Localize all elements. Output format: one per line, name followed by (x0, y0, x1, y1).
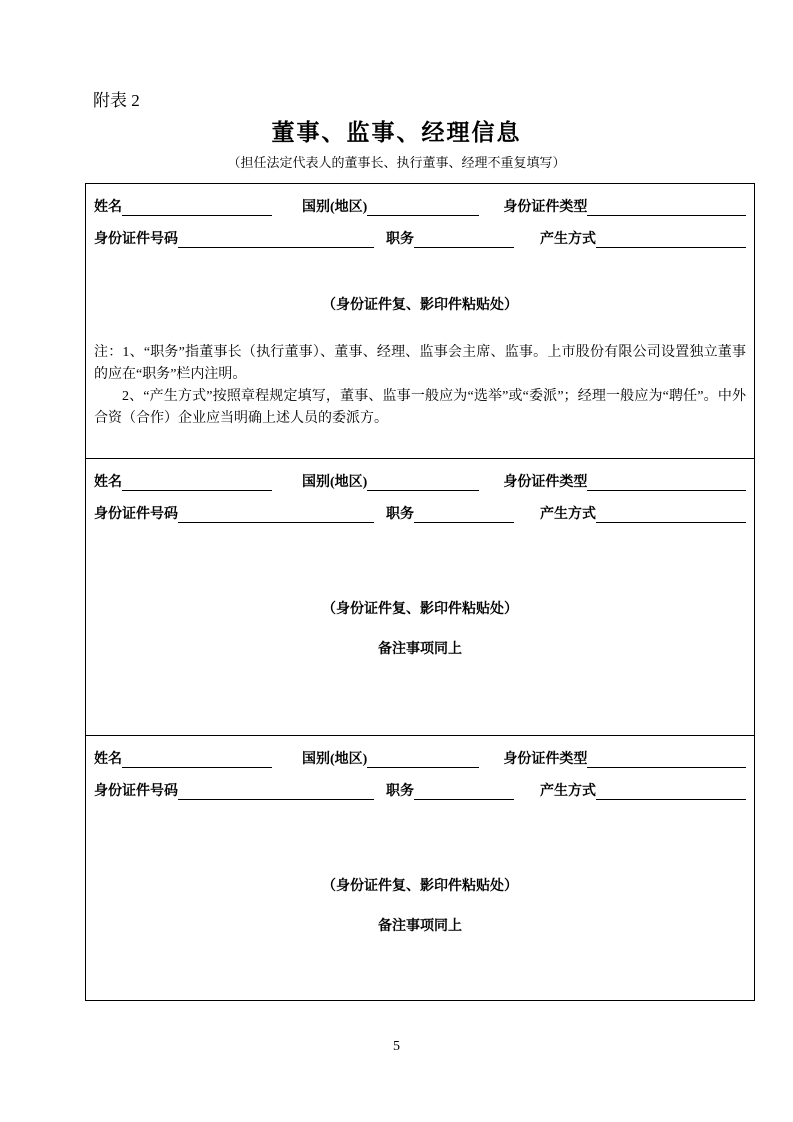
method-blank (596, 508, 746, 523)
page-subtitle: （担任法定代表人的董事长、执行董事、经理不重复填写） (227, 155, 566, 170)
name-label: 姓名 (94, 475, 122, 490)
fields-row-1 (94, 471, 746, 491)
position-label: 职务 (386, 232, 414, 247)
note-2: 2、“产生方式”按照章程规定填写，董事、监事一般应为“选举”或“委派”；经理一般应为“聘任”。中外合资（合作）企业应当明确上述人员的委派方。 (94, 389, 746, 426)
country-label: 国别(地区) (302, 752, 368, 767)
notes-block (94, 342, 746, 430)
fields-row-2 (94, 780, 746, 800)
person-section-2 (85, 459, 755, 736)
country-label: 国别(地区) (302, 475, 368, 490)
method-label: 产生方式 (540, 507, 596, 522)
id-number-label: 身份证件号码 (94, 507, 178, 522)
note-1: 注：1、“职务”指董事长（执行董事）、董事、经理、监事会主席、监事。上市股份有限公司设置独立董事的应在“职务”栏内注明。 (94, 345, 746, 382)
name-blank (122, 753, 272, 768)
id-number-blank (178, 233, 374, 248)
method-label: 产生方式 (540, 232, 596, 247)
id-type-blank (587, 476, 746, 491)
id-type-label: 身份证件类型 (503, 475, 588, 490)
id-number-label: 身份证件号码 (94, 784, 178, 799)
remark-same-as-above: 备注事项同上 (378, 919, 462, 934)
id-number-label: 身份证件号码 (94, 232, 178, 247)
attachment-label: 附表 2 (93, 91, 140, 110)
id-type-blank (587, 753, 746, 768)
position-label: 职务 (386, 507, 414, 522)
page-title: 董事、监事、经理信息 (271, 120, 522, 145)
id-number-blank (178, 508, 374, 523)
position-label: 职务 (386, 784, 414, 799)
id-type-blank (587, 201, 746, 216)
person-section-1 (85, 183, 755, 459)
fields-row-2 (94, 503, 746, 523)
id-type-label: 身份证件类型 (503, 752, 588, 767)
fields-row-1 (94, 196, 746, 216)
name-blank (122, 476, 272, 491)
id-number-blank (178, 785, 374, 800)
person-section-3 (85, 736, 755, 1001)
method-label: 产生方式 (540, 784, 596, 799)
method-blank (596, 233, 746, 248)
fields-row-2 (94, 228, 746, 248)
name-label: 姓名 (94, 200, 122, 215)
name-label: 姓名 (94, 752, 122, 767)
name-blank (122, 201, 272, 216)
position-blank (414, 508, 514, 523)
remark-same-as-above: 备注事项同上 (378, 642, 462, 657)
position-blank (414, 785, 514, 800)
paste-area-label: （身份证件复、影印件粘贴处） (322, 298, 518, 313)
country-blank (367, 753, 479, 768)
country-label: 国别(地区) (302, 200, 368, 215)
method-blank (596, 785, 746, 800)
form-boxes (85, 183, 755, 1001)
id-type-label: 身份证件类型 (503, 200, 588, 215)
country-blank (367, 476, 479, 491)
page-number: 5 (393, 1039, 400, 1054)
position-blank (414, 233, 514, 248)
fields-row-1 (94, 748, 746, 768)
paste-area-label: （身份证件复、影印件粘贴处） (322, 602, 518, 617)
country-blank (367, 201, 479, 216)
paste-area-label: （身份证件复、影印件粘贴处） (322, 879, 518, 894)
